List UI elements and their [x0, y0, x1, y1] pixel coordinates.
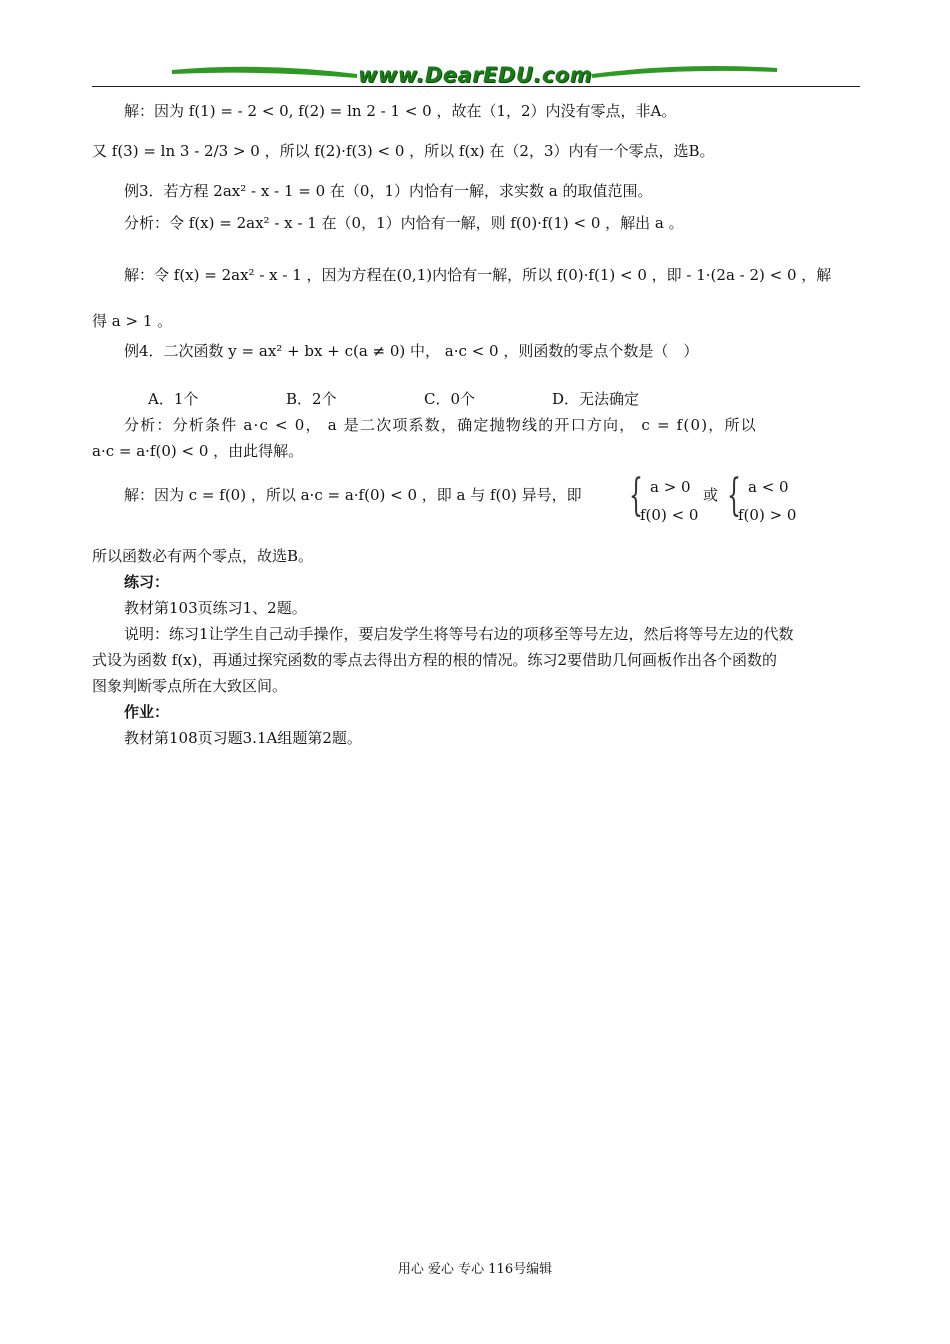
or-label: 或	[703, 486, 719, 504]
option-b: B．2个	[286, 390, 337, 408]
example-4-question: 例4．二次函数 y = ax² + bx + c(a ≠ 0) 中， a·c < 0 ，则函数的零点个数是（ ）	[124, 342, 699, 360]
practice-text: 教材第103页练习1、2题。	[124, 599, 307, 617]
solution-line-1: 解：因为 f(1) = - 2 < 0, f(2) = ln 2 - 1 < 0 ，故在（1，2）内没有零点，非A。	[124, 102, 677, 120]
example-3-analysis: 分析：令 f(x) = 2ax² - x - 1 在（0，1）内恰有一解，则 f(0)·f(1) < 0 ，解出 a 。	[124, 214, 684, 232]
system-2-top: a < 0	[748, 478, 789, 496]
brace-left-2: {	[727, 470, 741, 521]
option-c: C．0个	[424, 390, 476, 408]
note-line-3: 图象判断零点所在大致区间。	[92, 677, 288, 695]
example-3-solution-cont: 得 a > 1 。	[92, 312, 173, 330]
example-4-conclusion: 所以函数必有两个零点，故选B。	[92, 547, 314, 565]
example-3-solution: 解：令 f(x) = 2ax² - x - 1 ，因为方程在(0,1)内恰有一解，所以 f(0)·f(1) < 0 ，即 - 1·(2a - 2) < 0 ，解	[124, 266, 832, 284]
example-3-question: 例3．若方程 2ax² - x - 1 = 0 在（0，1）内恰有一解，求实数 a 的取值范围。	[124, 182, 653, 200]
homework-heading: 作业：	[124, 703, 170, 721]
header-rule	[92, 86, 860, 87]
system-1-top: a > 0	[650, 478, 691, 496]
site-logo: www.DearEDU.com	[358, 63, 593, 87]
page-footer: 用心 爱心 专心 116号编辑	[397, 1262, 553, 1277]
example-4-analysis: 分析：分析条件 a·c < 0， a 是二次项系数，确定抛物线的开口方向， c = f(0)，所以	[124, 416, 757, 434]
option-a: A．1个	[148, 390, 199, 408]
example-4-solution: 解：因为 c = f(0) ，所以 a·c = a·f(0) < 0 ，即 a 与 f(0) 异号，即	[124, 486, 582, 504]
note-line-1: 说明：练习1让学生自己动手操作，要启发学生将等号右边的项移至等号左边，然后将等号左边的代数	[124, 625, 794, 643]
system-1-bottom: f(0) < 0	[640, 506, 699, 524]
homework-text: 教材第108页习题3.1A组题第2题。	[124, 729, 362, 747]
solution-line-2: 又 f(3) = ln 3 - 2/3 > 0 ，所以 f(2)·f(3) < 0 ，所以 f(x) 在（2，3）内有一个零点，选B。	[92, 142, 715, 160]
example-4-analysis-cont: a·c = a·f(0) < 0 ，由此得解。	[92, 442, 304, 460]
option-d: D．无法确定	[552, 390, 640, 408]
practice-heading: 练习：	[124, 573, 170, 591]
note-line-2: 式设为函数 f(x)，再通过探究函数的零点去得出方程的根的情况。练习2要借助几何画板作出各个函数的	[92, 651, 778, 669]
brace-left-1: {	[629, 470, 643, 521]
system-2-bottom: f(0) > 0	[738, 506, 797, 524]
